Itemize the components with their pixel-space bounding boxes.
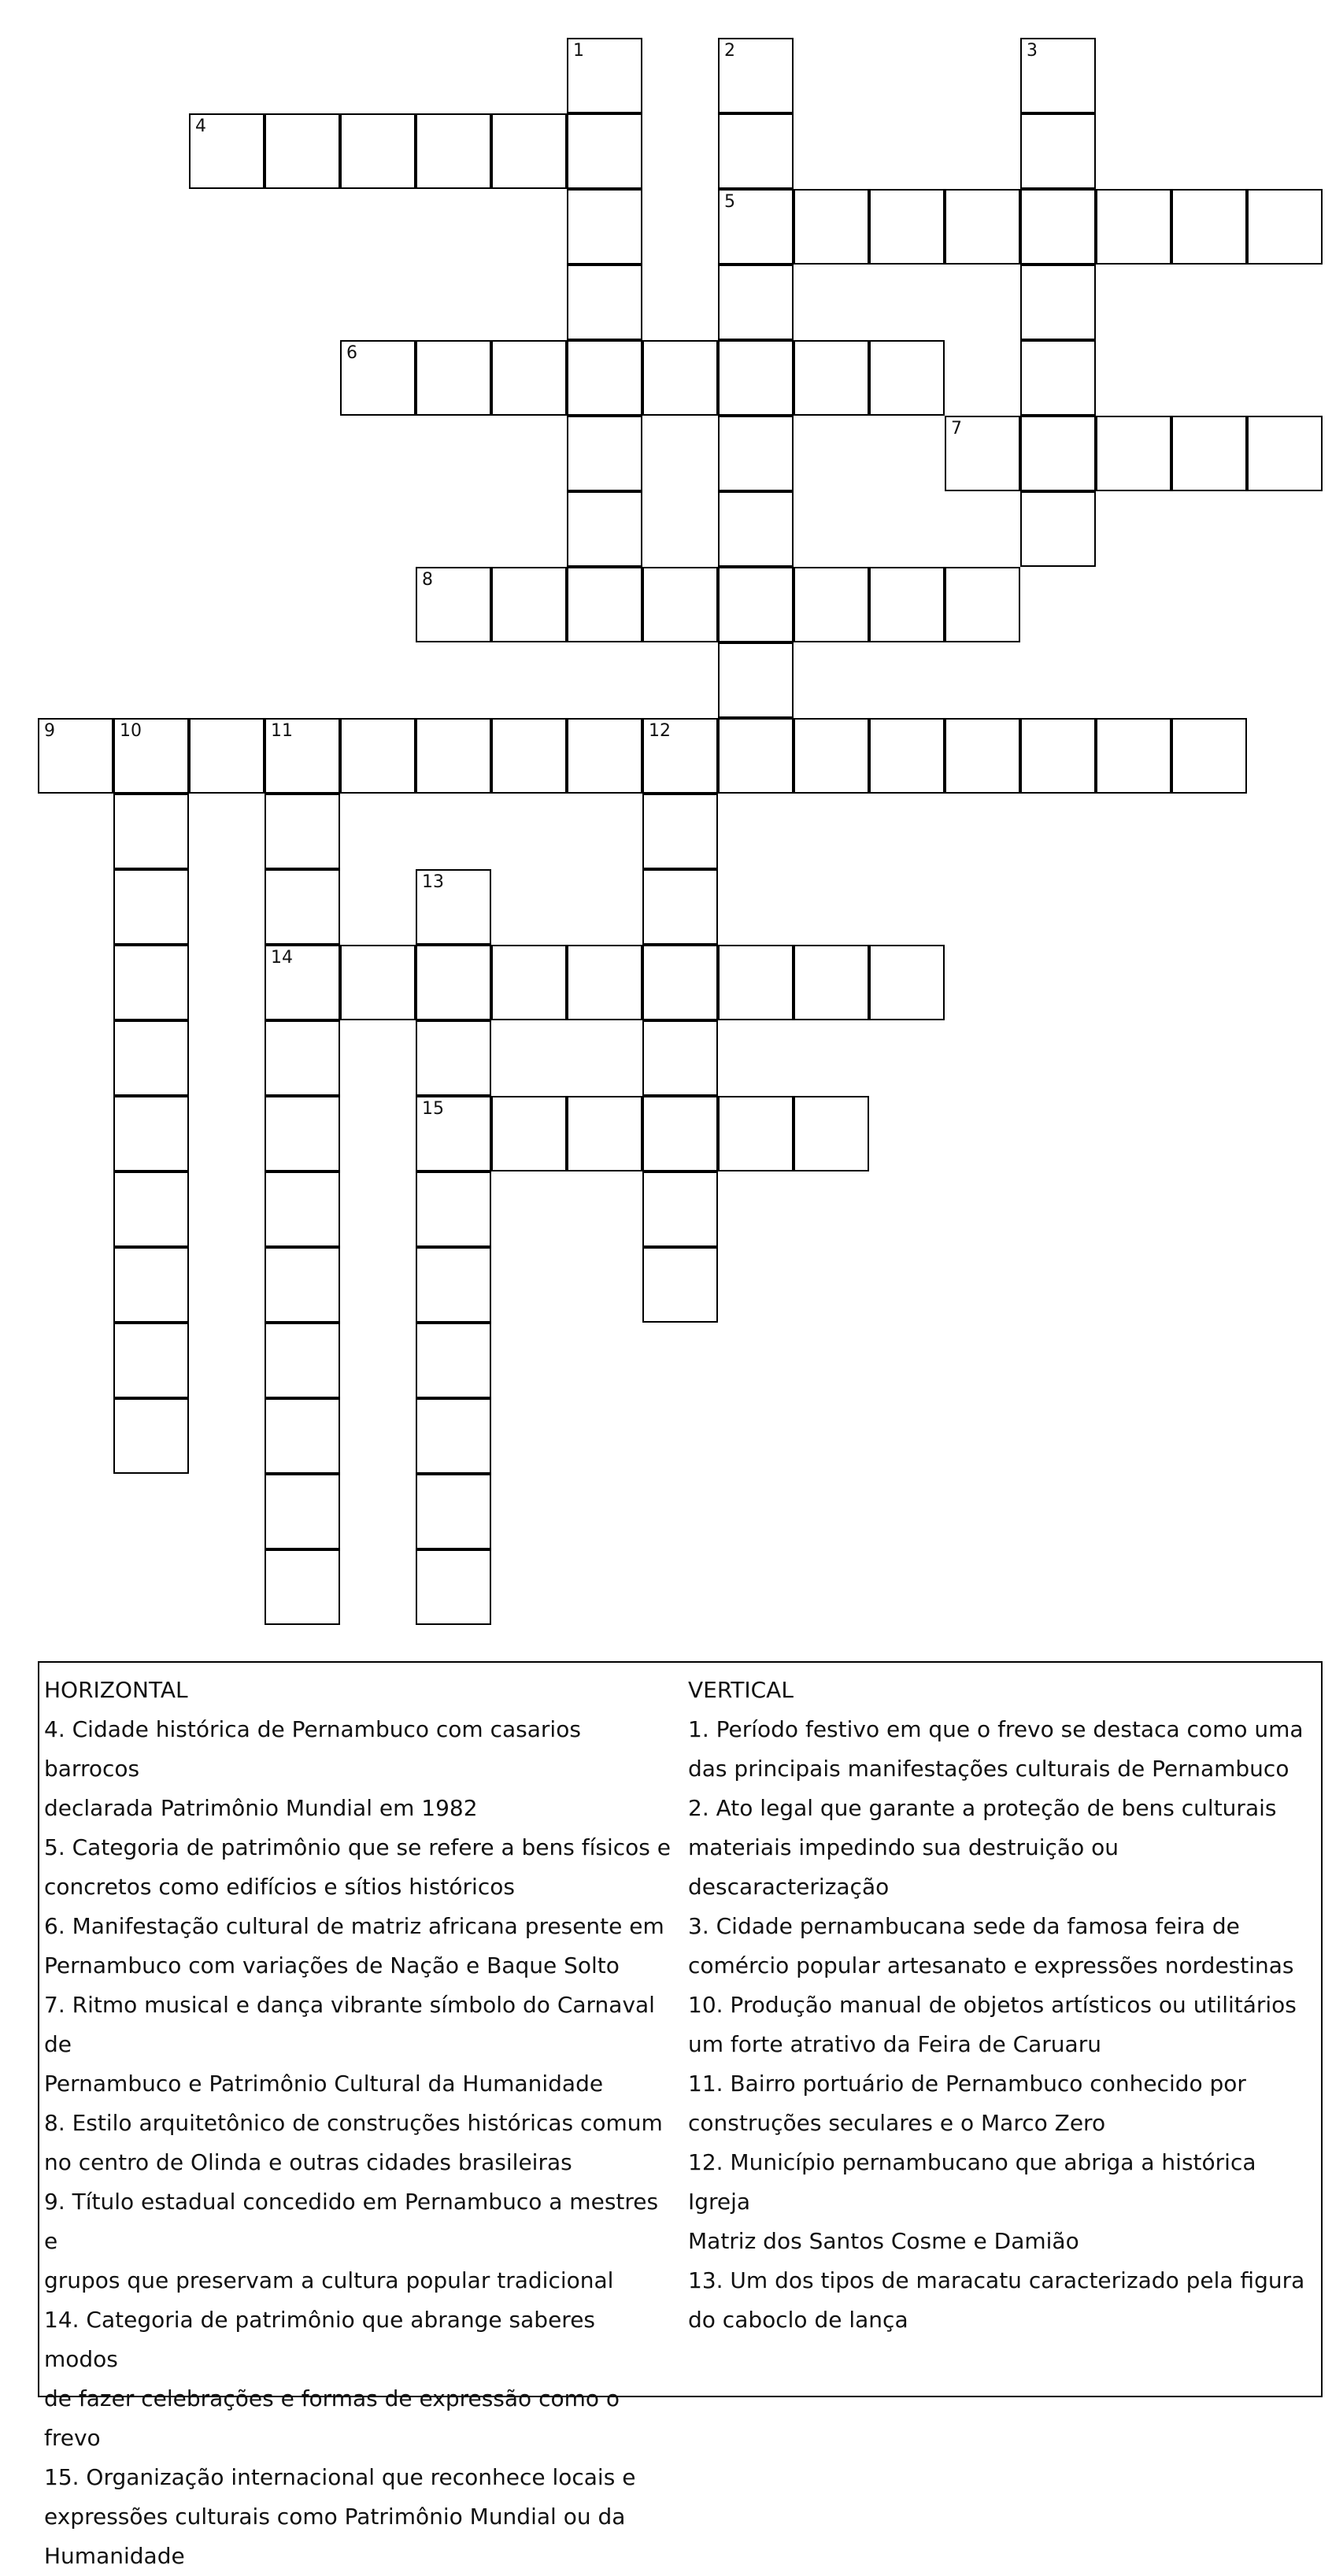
grid-cell[interactable] [38, 718, 113, 794]
grid-cell[interactable] [718, 491, 794, 567]
clue-1: 1. Período festivo em que o frevo se destaca como uma das principais manifestações culturais de Pernambuco [688, 1716, 1304, 1782]
grid-cell[interactable] [416, 1474, 491, 1549]
clue-14: 14. Categoria de patrimônio que abrange saberes modos de fazer celebrações e formas de expressão como o frevo [44, 2307, 620, 2451]
grid-cell[interactable] [869, 718, 945, 794]
grid-cell[interactable] [945, 416, 1020, 491]
grid-cell[interactable] [1096, 416, 1171, 491]
grid-cell[interactable] [718, 642, 794, 718]
grid-cell[interactable] [718, 265, 794, 340]
grid-cell[interactable] [113, 1096, 189, 1171]
grid-cell[interactable] [265, 1549, 340, 1625]
grid-cell[interactable] [1020, 189, 1096, 265]
grid-cell[interactable] [567, 945, 642, 1020]
grid-cell[interactable] [340, 340, 416, 416]
grid-cell[interactable] [945, 718, 1020, 794]
grid-cell[interactable] [265, 113, 340, 189]
grid-cell[interactable] [416, 869, 491, 945]
grid-cell[interactable] [1020, 491, 1096, 567]
grid-cell[interactable] [416, 945, 491, 1020]
grid-cell[interactable] [113, 1398, 189, 1474]
grid-cell[interactable] [642, 340, 718, 416]
clue-8: 8. Estilo arquitetônico de construções históricas comum no centro de Olinda e outras cidades brasileiras [44, 2110, 663, 2175]
grid-cell[interactable] [265, 1247, 340, 1323]
horizontal-title: HORIZONTAL [44, 1677, 188, 1703]
grid-cell[interactable] [718, 945, 794, 1020]
grid-cell[interactable] [189, 718, 265, 794]
grid-cell[interactable] [113, 794, 189, 869]
clue-10: 10. Produção manual de objetos artísticos ou utilitários um forte atrativo da Feira de Caruaru [688, 1992, 1297, 2057]
grid-cell[interactable] [567, 189, 642, 265]
clue-number: 5 [724, 192, 735, 212]
grid-cell[interactable] [491, 1096, 567, 1171]
horizontal-clues [44, 1671, 674, 2576]
grid-cell[interactable] [265, 1398, 340, 1474]
grid-cell[interactable] [1020, 38, 1096, 113]
grid-cell[interactable] [113, 869, 189, 945]
grid-cell[interactable] [567, 113, 642, 189]
grid-cell[interactable] [491, 945, 567, 1020]
grid-cell[interactable] [945, 567, 1020, 642]
clue-9: 9. Título estadual concedido em Pernambuco a mestres e grupos que preservam a cultura popular tradicional [44, 2189, 659, 2293]
vertical-clues [688, 1671, 1318, 2340]
grid-cell[interactable] [567, 718, 642, 794]
clue-number: 8 [422, 570, 433, 590]
clue-number: 2 [724, 41, 735, 61]
grid-cell[interactable] [794, 567, 869, 642]
grid-cell[interactable] [1171, 416, 1247, 491]
grid-cell[interactable] [1096, 718, 1171, 794]
grid-cell[interactable] [265, 869, 340, 945]
grid-cell[interactable] [265, 945, 340, 1020]
grid-cell[interactable] [491, 113, 567, 189]
grid-cell[interactable] [340, 718, 416, 794]
grid-cell[interactable] [189, 113, 265, 189]
grid-cell[interactable] [718, 416, 794, 491]
grid-cell[interactable] [642, 1247, 718, 1323]
grid-cell[interactable] [265, 1020, 340, 1096]
clue-3: 3. Cidade pernambucana sede da famosa feira de comércio popular artesanato e expressões nordestinas [688, 1913, 1294, 1978]
grid-cell[interactable] [340, 945, 416, 1020]
grid-cell[interactable] [794, 718, 869, 794]
clue-6: 6. Manifestação cultural de matriz africana presente em Pernambuco com variações de Nação e Baque Solto [44, 1913, 664, 1978]
grid-cell[interactable] [416, 1549, 491, 1625]
grid-cell[interactable] [642, 869, 718, 945]
grid-cell[interactable] [567, 1096, 642, 1171]
grid-cell[interactable] [1247, 189, 1323, 265]
grid-cell[interactable] [416, 567, 491, 642]
grid-cell[interactable] [113, 1020, 189, 1096]
clue-7: 7. Ritmo musical e dança vibrante símbolo do Carnaval de Pernambuco e Patrimônio Cultural da Humanidade [44, 1992, 655, 2097]
clue-number: 13 [422, 872, 444, 892]
grid-cell[interactable] [416, 1020, 491, 1096]
clue-number: 6 [346, 343, 357, 363]
grid-cell[interactable] [794, 1096, 869, 1171]
grid-cell[interactable] [1020, 416, 1096, 491]
grid-cell[interactable] [491, 340, 567, 416]
grid-cell[interactable] [113, 1171, 189, 1247]
grid-cell[interactable] [869, 189, 945, 265]
grid-cell[interactable] [1171, 189, 1247, 265]
clue-number: 15 [422, 1099, 444, 1119]
grid-cell[interactable] [945, 189, 1020, 265]
clue-5: 5. Categoria de patrimônio que se refere a bens físicos e concretos como edifícios e sítios históricos [44, 1834, 671, 1900]
grid-cell[interactable] [1020, 718, 1096, 794]
clue-number: 12 [649, 721, 671, 741]
grid-cell[interactable] [265, 718, 340, 794]
grid-cell[interactable] [1247, 416, 1323, 491]
grid-cell[interactable] [642, 1096, 718, 1171]
grid-cell[interactable] [1020, 265, 1096, 340]
grid-cell[interactable] [416, 1171, 491, 1247]
clue-11: 11. Bairro portuário de Pernambuco conhecido por construções seculares e o Marco Zero [688, 2071, 1246, 2136]
clue-number: 14 [271, 948, 293, 968]
grid-cell[interactable] [1020, 340, 1096, 416]
grid-cell[interactable] [416, 1323, 491, 1398]
grid-cell[interactable] [1020, 113, 1096, 189]
grid-cell[interactable] [869, 945, 945, 1020]
grid-cell[interactable] [416, 1247, 491, 1323]
clue-number: 9 [44, 721, 55, 741]
clues-box [38, 1661, 1323, 2569]
clue-number: 3 [1027, 41, 1038, 61]
grid-cell[interactable] [718, 340, 794, 416]
grid-cell[interactable] [416, 1398, 491, 1474]
grid-cell[interactable] [567, 491, 642, 567]
grid-cell[interactable] [794, 189, 869, 265]
grid-cell[interactable] [491, 718, 567, 794]
grid-cell[interactable] [642, 794, 718, 869]
clue-4: 4. Cidade histórica de Pernambuco com casarios barrocos declarada Patrimônio Mundial em 1982 [44, 1716, 581, 1821]
grid-cell[interactable] [869, 567, 945, 642]
grid-cell[interactable] [113, 945, 189, 1020]
grid-cell[interactable] [265, 1474, 340, 1549]
grid-cell[interactable] [794, 945, 869, 1020]
grid-cell[interactable] [718, 189, 794, 265]
grid-cell[interactable] [416, 1096, 491, 1171]
grid-cell[interactable] [491, 567, 567, 642]
clue-number: 1 [573, 41, 584, 61]
grid-cell[interactable] [416, 718, 491, 794]
grid-cell[interactable] [265, 794, 340, 869]
clue-13: 13. Um dos tipos de maracatu caracterizado pela figura do caboclo de lança [688, 2267, 1305, 2333]
grid-cell[interactable] [718, 113, 794, 189]
grid-cell[interactable] [113, 718, 189, 794]
clue-15: 15. Organização internacional que reconhece locais e expressões culturais como Patrimônio Mundial ou da Humanidade [44, 2464, 636, 2569]
grid-cell[interactable] [567, 265, 642, 340]
vertical-title: VERTICAL [688, 1677, 794, 1703]
grid-cell[interactable] [642, 718, 718, 794]
grid-cell[interactable] [416, 113, 491, 189]
grid-cell[interactable] [718, 567, 794, 642]
grid-cell[interactable] [265, 1171, 340, 1247]
grid-cell[interactable] [1171, 718, 1247, 794]
clue-number: 4 [195, 117, 206, 136]
grid-cell[interactable] [642, 567, 718, 642]
clue-2: 2. Ato legal que garante a proteção de bens culturais materiais impedindo sua destruição ou descaracterização [688, 1795, 1277, 1900]
grid-cell[interactable] [567, 38, 642, 113]
grid-cell[interactable] [113, 1323, 189, 1398]
grid-cell[interactable] [718, 38, 794, 113]
clue-12: 12. Município pernambucano que abriga a histórica Igreja Matriz dos Santos Cosme e Damião [688, 2149, 1256, 2254]
grid-cell[interactable] [567, 567, 642, 642]
grid-cell[interactable] [642, 945, 718, 1020]
grid-cell[interactable] [718, 718, 794, 794]
grid-cell[interactable] [567, 416, 642, 491]
clue-number: 10 [120, 721, 142, 741]
grid-cell[interactable] [265, 1096, 340, 1171]
clue-number: 7 [951, 419, 962, 439]
grid-cell[interactable] [113, 1247, 189, 1323]
grid-cell[interactable] [642, 1171, 718, 1247]
grid-cell[interactable] [869, 340, 945, 416]
grid-cell[interactable] [794, 340, 869, 416]
grid-cell[interactable] [416, 340, 491, 416]
grid-cell[interactable] [718, 1096, 794, 1171]
clue-number: 11 [271, 721, 293, 741]
grid-cell[interactable] [1096, 189, 1171, 265]
grid-cell[interactable] [567, 340, 642, 416]
grid-cell[interactable] [340, 113, 416, 189]
grid-cell[interactable] [265, 1323, 340, 1398]
grid-cell[interactable] [642, 1020, 718, 1096]
